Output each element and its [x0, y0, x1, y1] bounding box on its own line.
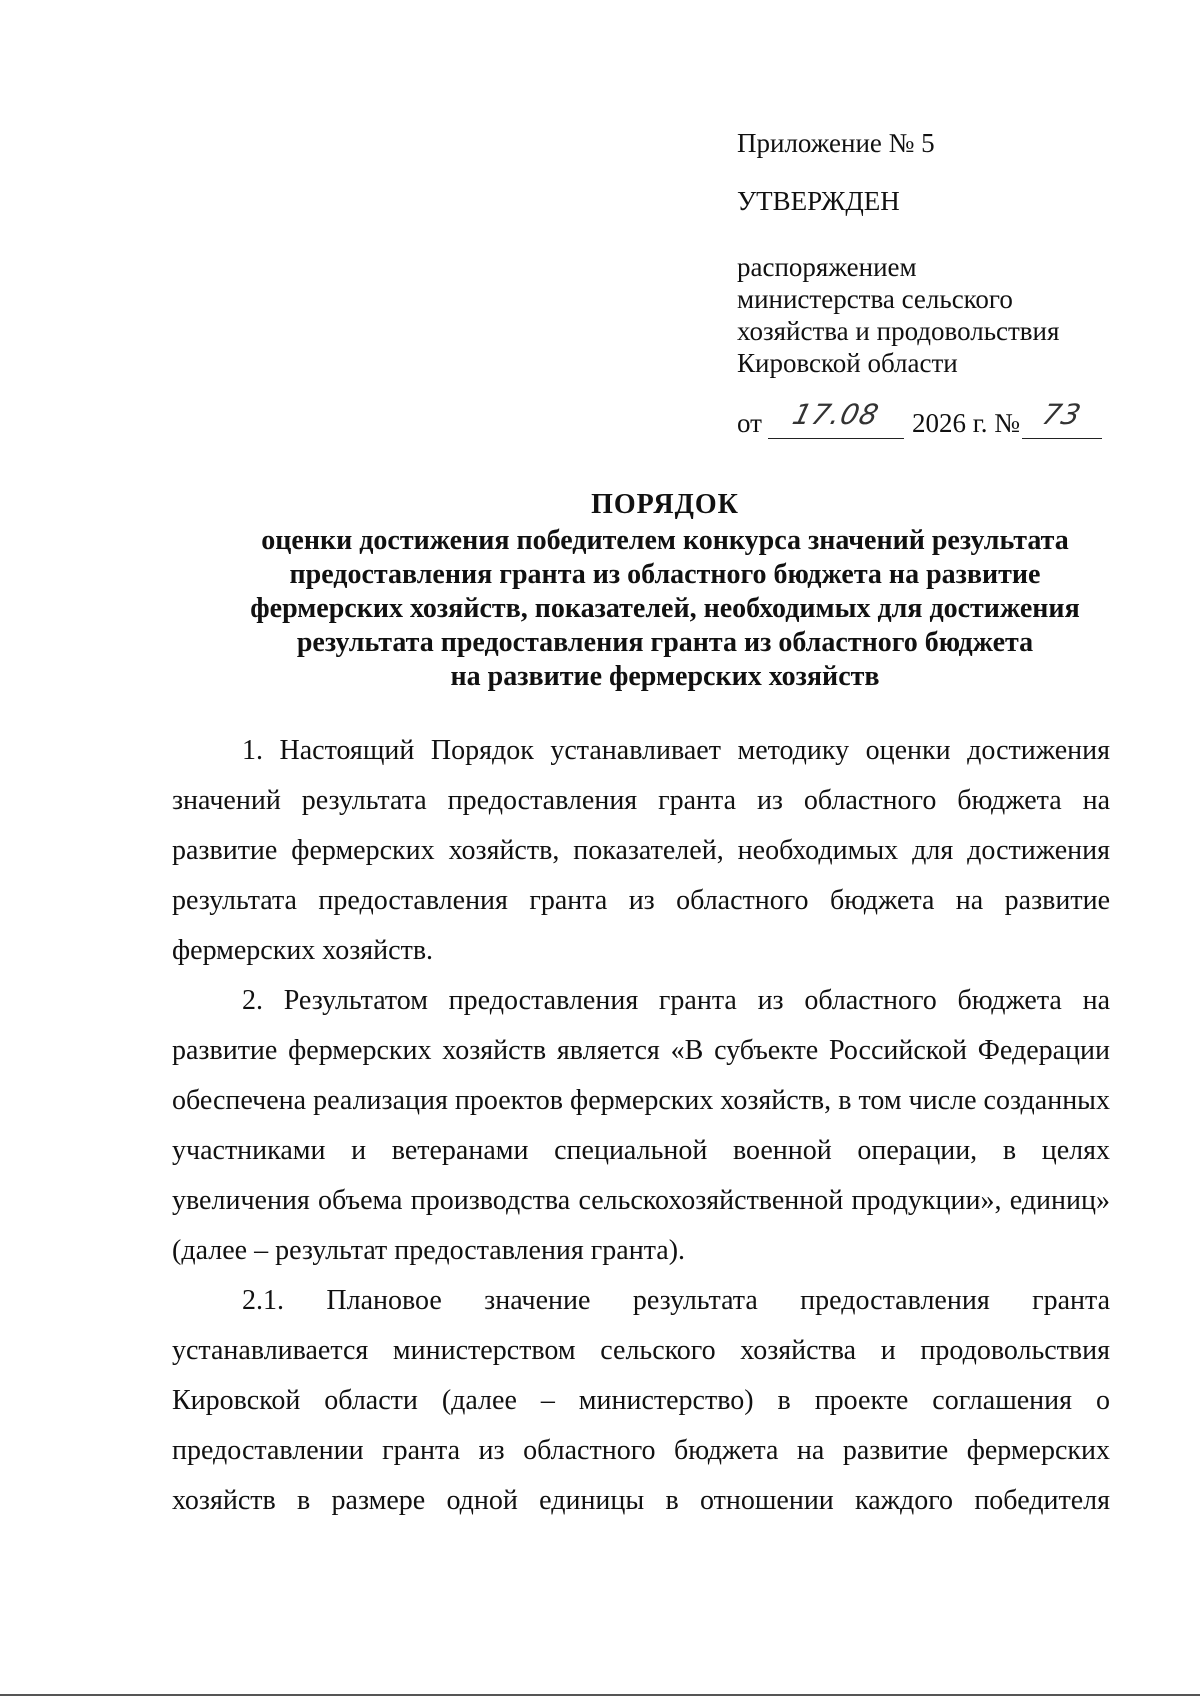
- paragraph-2-1: 2.1. Плановое значение результата предоставления гранта устанавливается министерством сельского хозяйства и продовольствия Кировской области (далее – министерство) в проекте соглашения о предоставлении гранта из областного бюджета на развитие фермерских хозяйств в размере одной единицы в отношении каждого победителя: [172, 1285, 1110, 1516]
- date-number-row: [737, 398, 1102, 439]
- approved-by-line-1: распоряжением: [737, 252, 917, 282]
- appendix-label: Приложение № 5: [737, 128, 935, 158]
- date-prefix: от: [737, 408, 762, 438]
- document-body: [172, 726, 1110, 1526]
- approved-by-line-2: министерства сельского: [737, 284, 1013, 314]
- title-line-1: оценки достижения победителем конкурса значений результата: [261, 525, 1069, 556]
- scan-bottom-edge: [0, 1694, 1200, 1696]
- date-field: [768, 398, 904, 439]
- title-line-5: на развитие фермерских хозяйств: [450, 661, 880, 692]
- paragraph-2: 2. Результатом предоставления гранта из областного бюджета на развитие фермерских хозяйств является «В субъекте Российской Федерации обеспечена реализация проектов фермерских хозяйств, в том числе созданных участниками и ветеранами специальной военной операции, в целях увеличения объема производства сельскохозяйственной продукции», единиц» (далее – результат предоставления гранта).: [172, 985, 1110, 1266]
- approved-by-line-3: хозяйства и продовольствия: [737, 316, 1060, 346]
- handwritten-number: 73: [1039, 398, 1085, 431]
- title-line-3: фермерских хозяйств, показателей, необходимых для достижения: [250, 593, 1080, 624]
- title-main: ПОРЯДОК: [591, 489, 739, 520]
- document-title: [160, 488, 1170, 694]
- number-field: [1022, 398, 1102, 439]
- handwritten-date: 17.08: [789, 398, 883, 431]
- approved-label: УТВЕРЖДЕН: [737, 186, 900, 216]
- year-number-label: 2026 г. №: [911, 408, 1020, 438]
- paragraph-1: 1. Настоящий Порядок устанавливает методику оценки достижения значений результата предоставления гранта из областного бюджета на развитие фермерских хозяйств, показателей, необходимых для достижения результата предоставления гранта из областного бюджета на развитие фермерских хозяйств.: [172, 735, 1110, 966]
- title-line-2: предоставления гранта из областного бюджета на развитие: [289, 559, 1041, 590]
- title-line-4: результата предоставления гранта из областного бюджета: [296, 627, 1034, 658]
- approved-by-line-4: Кировской области: [737, 348, 958, 378]
